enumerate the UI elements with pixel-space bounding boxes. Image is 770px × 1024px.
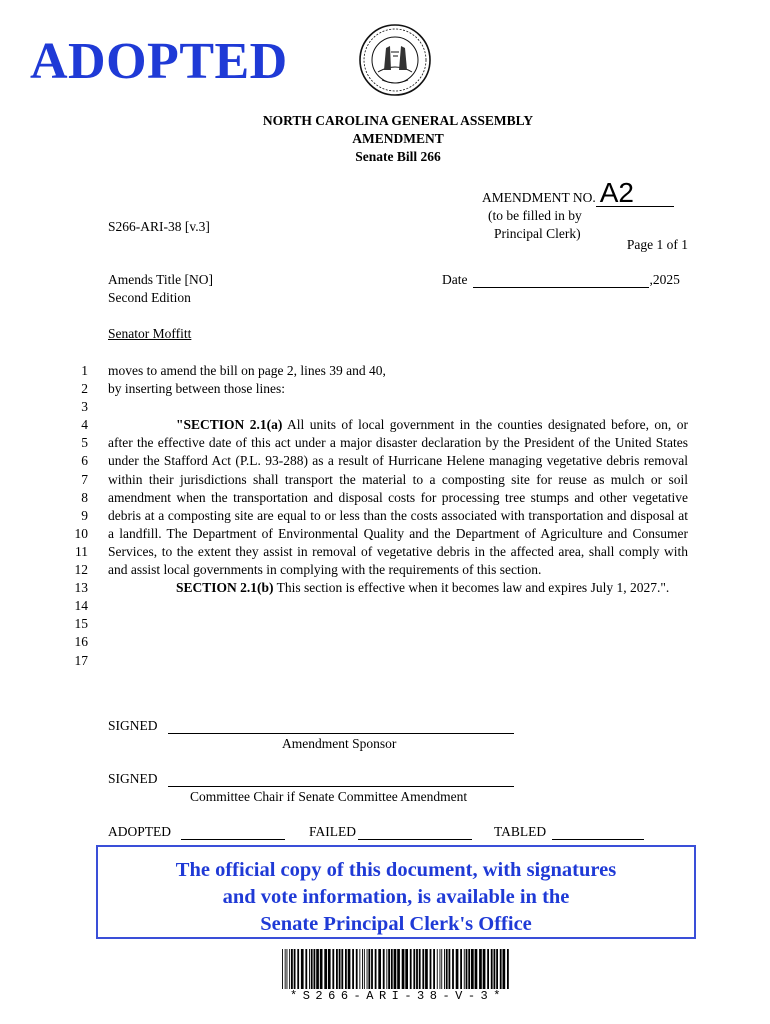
notice-line-3: Senate Principal Clerk's Office xyxy=(260,913,532,935)
signature-2 xyxy=(108,771,514,787)
barcode-bar xyxy=(339,949,341,989)
barcode-bar xyxy=(356,949,358,989)
barcode-bar xyxy=(483,949,486,989)
barcode-bar xyxy=(430,949,432,989)
barcode-bar xyxy=(422,949,424,989)
barcode-bar xyxy=(352,949,354,989)
fill-note-2: Principal Clerk) xyxy=(494,226,581,241)
date-label: Date xyxy=(442,272,468,287)
date-line xyxy=(473,273,649,288)
signed-label-2: SIGNED xyxy=(108,771,158,786)
official-copy-notice xyxy=(96,845,696,939)
barcode-bar xyxy=(311,949,313,989)
barcode-bar xyxy=(425,949,428,989)
line-number: 8 xyxy=(81,489,88,505)
sponsor-caption: Amendment Sponsor xyxy=(282,736,397,751)
barcode-bar xyxy=(282,949,283,989)
bill-heading: Senate Bill 266 xyxy=(355,149,441,164)
barcode-bar xyxy=(500,949,502,989)
section-b xyxy=(108,579,688,597)
state-seal-icon xyxy=(358,22,432,98)
line-number: 12 xyxy=(74,562,88,578)
barcode-bar xyxy=(452,949,454,989)
barcode-bar xyxy=(391,949,393,989)
amendment-heading: AMENDMENT xyxy=(352,131,444,146)
section-a xyxy=(108,416,688,579)
section-b-label: SECTION 2.1(b) xyxy=(176,580,274,596)
barcode-bar xyxy=(441,949,442,989)
barcode-text: *S266-ARI-38-V-3* xyxy=(290,989,506,1003)
barcode-bar xyxy=(305,949,307,989)
barcode-bar xyxy=(341,949,343,989)
signed-label-1: SIGNED xyxy=(108,718,158,733)
barcode-bar xyxy=(285,949,286,989)
barcode-bar xyxy=(466,949,468,989)
barcode-bar xyxy=(460,949,462,989)
line-number: 11 xyxy=(75,543,88,559)
barcode-bar xyxy=(388,949,390,989)
amends-title: Amends Title [NO] xyxy=(108,272,214,287)
notice-line-1: The official copy of this document, with signatures xyxy=(175,859,617,881)
failed-label: FAILED xyxy=(309,824,356,839)
barcode-bar xyxy=(367,949,368,989)
barcode-bar xyxy=(496,949,498,989)
barcode-bar xyxy=(336,949,338,989)
line-number: 3 xyxy=(81,399,88,415)
section-a-text: All units of local government in the counties designated before, on, or after the effective date of this act under a major disaster declaration by the President of the United States under the Stafford Act (P.L. 93-288) as a result of Hurricane Helene managing vegetative debris removal within their jurisdictions shall transport the material to a composting site for reuse as mulch or soil amendment when the transportation and disposal costs for processing tree stumps and other vegetative debris at a composting site are equal to or less than the costs associated with transportation and disposal at a landfill. The Department of Environmental Quality and the Department of Agriculture and Consumer Services, to the extent they assist in removal of vegetative debris in the affected area, shall comply with and assist local governments in complying with the requirements of this section. xyxy=(108,417,688,578)
barcode-icon xyxy=(282,949,512,989)
fill-note-1: (to be filled in by xyxy=(488,208,582,223)
barcode-bar xyxy=(475,949,478,989)
barcode-bar xyxy=(440,949,441,989)
barcode-bar xyxy=(309,949,310,989)
line-number: 2 xyxy=(81,381,88,397)
barcode-bar xyxy=(394,949,397,989)
line-number: 9 xyxy=(81,507,88,523)
barcode-bar xyxy=(410,949,412,989)
barcode-bar xyxy=(348,949,351,989)
tabled-label: TABLED xyxy=(494,824,547,839)
barcode-bar xyxy=(413,949,415,989)
amendment-no-label: AMENDMENT NO. xyxy=(482,190,596,205)
barcode-bar xyxy=(320,949,323,989)
barcode-bar xyxy=(345,949,347,989)
failed-line[interactable] xyxy=(358,825,472,840)
barcode-bar xyxy=(444,949,445,989)
barcode-bar xyxy=(503,949,506,989)
line-number: 1 xyxy=(81,363,88,378)
barcode-bar xyxy=(405,949,408,989)
section-a-label: "SECTION 2.1(a) xyxy=(176,417,283,433)
signature-1 xyxy=(108,718,514,734)
barcode-bar xyxy=(383,949,385,989)
barcode-bar xyxy=(314,949,316,989)
barcode-bar xyxy=(397,949,400,989)
line-number: 14 xyxy=(74,598,88,614)
barcode-bar xyxy=(456,949,459,989)
line-number: 13 xyxy=(74,580,88,596)
barcode-bar xyxy=(291,949,293,989)
body-line-2: by inserting between those lines: xyxy=(108,381,285,397)
barcode-bar xyxy=(316,949,319,989)
barcode-bar xyxy=(368,949,370,989)
chair-caption: Committee Chair if Senate Committee Amendment xyxy=(190,789,468,804)
barcode-bar xyxy=(487,949,489,989)
barcode-bar xyxy=(446,949,448,989)
line-number: 4 xyxy=(81,417,88,433)
adopted-line[interactable] xyxy=(181,825,285,840)
barcode-bar xyxy=(464,949,465,989)
barcode-bar xyxy=(386,949,387,989)
document-code: S266-ARI-38 [v.3] xyxy=(108,219,210,234)
assembly-heading: NORTH CAROLINA GENERAL ASSEMBLY xyxy=(262,113,534,128)
line-number: 7 xyxy=(81,471,88,487)
line-number: 17 xyxy=(74,652,88,668)
body-line-1: moves to amend the bill on page 2, lines 39 and 40, xyxy=(108,363,386,378)
barcode-bar xyxy=(419,949,421,989)
tabled-line[interactable] xyxy=(552,825,644,840)
amendment-no-value: A2 xyxy=(596,180,674,207)
barcode-bar xyxy=(437,949,438,989)
barcode-bar xyxy=(362,949,363,989)
barcode-bar xyxy=(468,949,470,989)
barcode-bar xyxy=(507,949,509,989)
barcode-bar xyxy=(364,949,365,989)
line-number: 5 xyxy=(81,435,88,451)
line-numbers xyxy=(58,362,88,670)
barcode-bar xyxy=(297,949,299,989)
adopted-stamp: ADOPTED xyxy=(30,33,288,90)
line-number: 16 xyxy=(74,634,88,650)
barcode-bar xyxy=(371,949,373,989)
barcode-bar xyxy=(491,949,493,989)
amendment-number-block xyxy=(482,177,692,243)
line-number: 6 xyxy=(81,453,88,469)
barcode-bar xyxy=(471,949,474,989)
date-field xyxy=(442,272,680,288)
line-number: 10 xyxy=(74,525,88,541)
page-number: Page 1 of 1 xyxy=(626,237,688,252)
barcode-bar xyxy=(375,949,377,989)
barcode-bar xyxy=(402,949,405,989)
barcode-bar xyxy=(359,949,360,989)
line-number: 15 xyxy=(74,616,88,632)
adopted-label: ADOPTED xyxy=(108,824,171,839)
notice-line-2: and vote information, is available in the xyxy=(222,886,570,908)
barcode-bar xyxy=(324,949,327,989)
barcode-bar xyxy=(449,949,451,989)
barcode-bar xyxy=(378,949,381,989)
amendment-body xyxy=(108,362,688,597)
barcode-bar xyxy=(332,949,334,989)
barcode-bar xyxy=(294,949,296,989)
section-b-text: This section is effective when it becomes law and expires July 1, 2027.". xyxy=(273,580,670,596)
barcode-bar xyxy=(479,949,482,989)
signature-line-1[interactable] xyxy=(168,719,514,734)
barcode-bar xyxy=(328,949,331,989)
senator-name: Senator Moffitt xyxy=(108,326,192,341)
edition: Second Edition xyxy=(108,290,191,305)
barcode-bar xyxy=(416,949,418,989)
barcode-bar xyxy=(494,949,496,989)
date-year: ,2025 xyxy=(649,272,680,287)
barcode-bar xyxy=(287,949,288,989)
barcode-bar xyxy=(289,949,290,989)
barcode-bar xyxy=(301,949,304,989)
vote-outcome-row xyxy=(108,824,688,840)
barcode-bar xyxy=(433,949,435,989)
signature-line-2[interactable] xyxy=(168,772,514,787)
